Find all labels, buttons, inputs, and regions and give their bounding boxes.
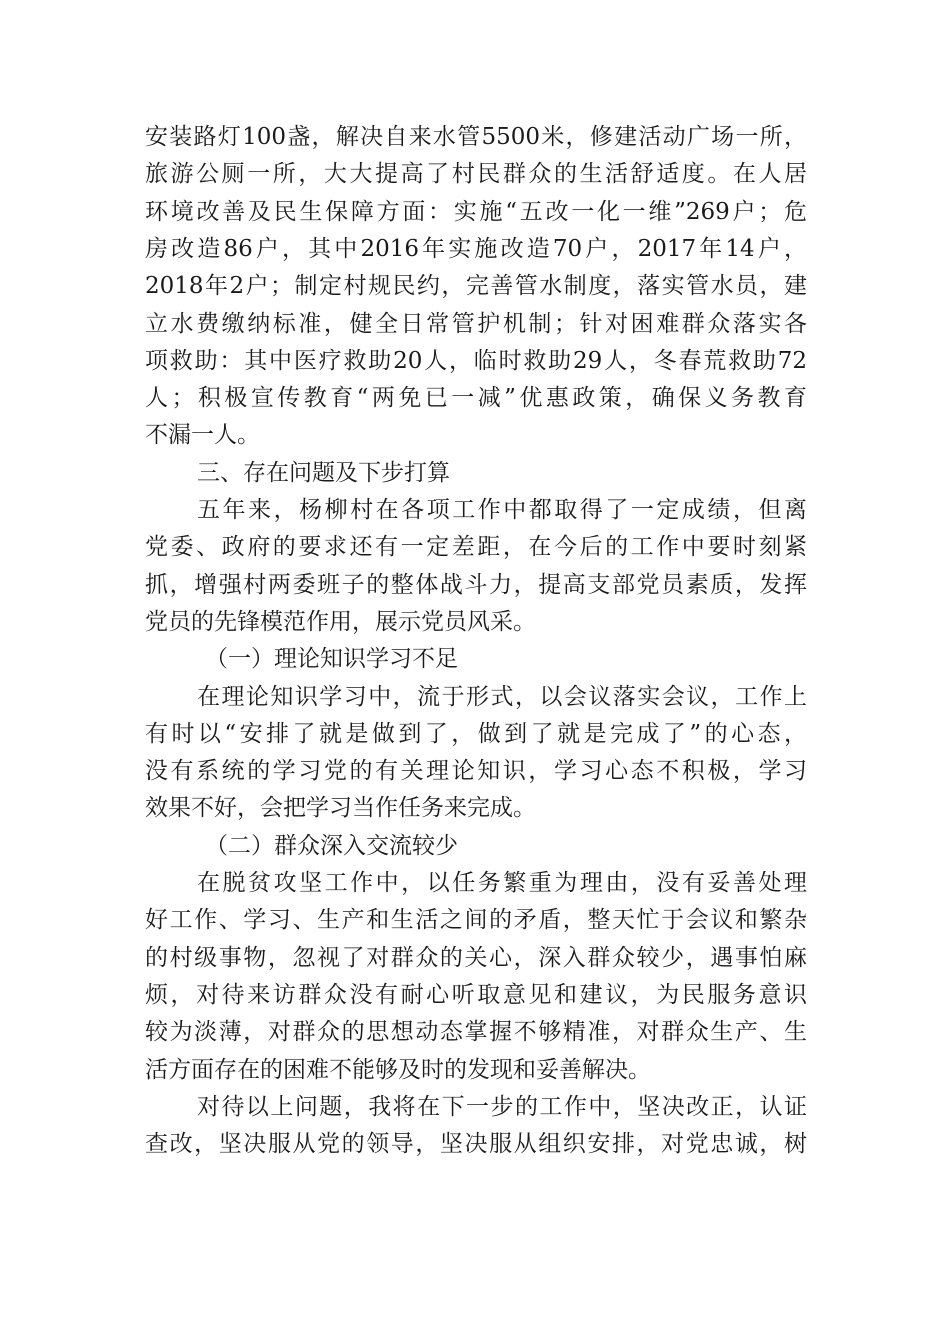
paragraph-line: 对待以上问题，我将在下一步的工作中，坚决改正，认证 — [197, 1093, 807, 1120]
paragraph-line: 环境改善及民生保障方面：实施“五改一化一维”269户；危 — [145, 198, 807, 225]
paragraph-line: 2018年2户；制定村规民约，完善管水制度，落实管水员，建 — [145, 273, 807, 300]
paragraph-line: 效果不好，会把学习当作任务来完成。 — [145, 795, 536, 822]
paragraph-line: 有时以“安排了就是做到了，做到了就是完成了”的心态， — [145, 720, 807, 747]
paragraph-line: 没有系统的学习党的有关理论知识，学习心态不积极，学习 — [145, 758, 807, 785]
paragraph-line: 的村级事物，忽视了对群众的关心，深入群众较少，遇事怕麻 — [145, 944, 807, 971]
section-heading: 三、存在问题及下步打算 — [197, 459, 450, 486]
paragraph-line: 较为淡薄，对群众的思想动态掌握不够精准，对群众生产、生 — [145, 1019, 807, 1046]
subsection-heading: （二）群众深入交流较少 — [205, 832, 458, 859]
paragraph-line: 旅游公厕一所，大大提高了村民群众的生活舒适度。在人居 — [145, 161, 807, 188]
paragraph-line: 在理论知识学习中，流于形式，以会议落实会议，工作上 — [197, 683, 807, 710]
paragraph-line: 不漏一人。 — [145, 422, 260, 449]
paragraph-line: 党委、政府的要求还有一定差距，在今后的工作中要时刻紧 — [145, 534, 807, 561]
paragraph-line: 好工作、学习、生产和生活之间的矛盾，整天忙于会议和繁杂 — [145, 907, 807, 934]
paragraph-line: 人；积极宣传教育“两免已一减”优惠政策，确保义务教育 — [145, 385, 807, 412]
paragraph-line: 五年来，杨柳村在各项工作中都取得了一定成绩，但离 — [197, 497, 807, 523]
paragraph-line: 活方面存在的困难不能够及时的发现和妥善解决。 — [145, 1056, 651, 1083]
paragraph-line: 抓，增强村两委班子的整体战斗力，提高支部党员素质，发挥 — [145, 571, 807, 598]
paragraph-line: 查改，坚决服从党的领导，坚决服从组织安排，对党忠诚，树 — [145, 1131, 807, 1158]
paragraph-line: 烦，对待来访群众没有耐心听取意见和建议，为民服务意识 — [145, 981, 807, 1008]
paragraph-line: 房改造86户，其中2016年实施改造70户，2017年14户， — [145, 235, 807, 262]
paragraph-line: 立水费缴纳标准，健全日常管护机制；针对困难群众落实各 — [145, 310, 807, 337]
paragraph-line: 在脱贫攻坚工作中，以任务繁重为理由，没有妥善处理 — [197, 870, 807, 896]
paragraph-line: 安装路灯100盏，解决自来水管5500米，修建活动广场一所， — [145, 124, 807, 150]
subsection-heading: （一）理论知识学习不足 — [205, 646, 458, 673]
paragraph-line: 党员的先锋模范作用，展示党员风采。 — [145, 608, 536, 635]
paragraph-line: 项救助：其中医疗救助20人，临时救助29人，冬春荒救助72 — [145, 347, 807, 374]
